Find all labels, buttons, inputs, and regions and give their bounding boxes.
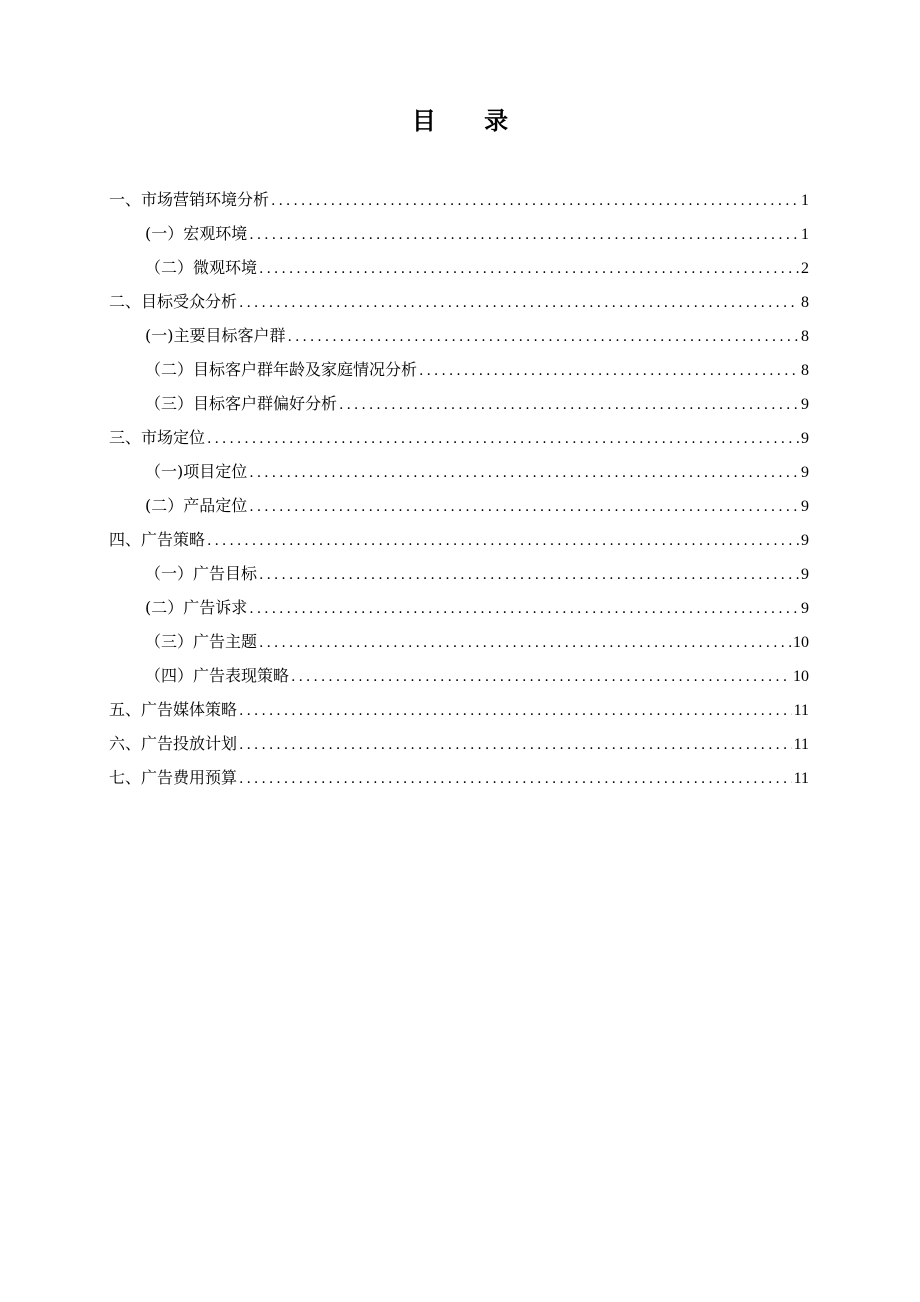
toc-entry-label: （一)项目定位 [145, 462, 248, 481]
toc-entry[interactable] [109, 285, 809, 319]
toc-entry-label: （二）微观环境 [145, 258, 258, 277]
toc-entry[interactable] [109, 761, 809, 795]
toc-dot-leader [239, 286, 799, 320]
toc-entry-label: (一）宏观环境 [145, 224, 248, 243]
toc-entry[interactable] [109, 353, 809, 387]
toc-entry[interactable] [109, 319, 809, 353]
toc-page-number: 9 [801, 498, 809, 515]
toc-dot-leader [291, 660, 791, 694]
toc-page-number: 2 [801, 260, 809, 277]
toc-dot-leader [249, 592, 799, 626]
toc-dot-leader [239, 762, 792, 796]
toc-entry[interactable] [109, 489, 809, 523]
toc-dot-leader [249, 456, 799, 490]
toc-entry[interactable] [109, 659, 809, 693]
toc-page-number: 9 [801, 396, 809, 413]
toc-page-number: 8 [801, 362, 809, 379]
toc-entry-label: (二）广告诉求 [145, 598, 248, 617]
toc-dot-leader [207, 524, 799, 558]
toc-entry-label: （三）广告主题 [145, 632, 258, 651]
toc-entry[interactable] [109, 693, 809, 727]
toc-page-number: 9 [801, 566, 809, 583]
toc-dot-leader [239, 694, 792, 728]
toc-entry[interactable] [109, 523, 809, 557]
toc-entry[interactable] [109, 421, 809, 455]
toc-page-number: 9 [801, 600, 809, 617]
toc-dot-leader [271, 184, 799, 218]
toc-list [109, 183, 809, 795]
toc-entry[interactable] [109, 387, 809, 421]
toc-page-number: 11 [793, 770, 809, 787]
toc-dot-leader [249, 490, 799, 524]
toc-page-number: 9 [801, 430, 809, 447]
toc-dot-leader [207, 422, 799, 456]
toc-entry-label: 一、市场营销环境分析 [109, 190, 270, 209]
toc-page-number: 11 [793, 736, 809, 753]
toc-entry-label: （四）广告表现策略 [145, 666, 290, 685]
toc-page-number: 9 [801, 464, 809, 481]
toc-entry-label: (一)主要目标客户群 [145, 326, 286, 345]
toc-dot-leader [288, 320, 800, 354]
toc-entry-label: （三）目标客户群偏好分析 [145, 394, 338, 413]
toc-page-number: 11 [793, 702, 809, 719]
toc-entry[interactable] [109, 251, 809, 285]
toc-dot-leader [259, 558, 799, 592]
toc-page-number: 1 [801, 192, 809, 209]
toc-entry-label: 三、市场定位 [109, 428, 206, 447]
toc-entry[interactable] [109, 625, 809, 659]
toc-page-number: 9 [801, 532, 809, 549]
toc-entry[interactable] [109, 557, 809, 591]
toc-page-number: 10 [793, 634, 809, 651]
toc-entry-label: (二）产品定位 [145, 496, 248, 515]
toc-page-number: 10 [793, 668, 809, 685]
toc-entry[interactable] [109, 591, 809, 625]
toc-entry-label: （一）广告目标 [145, 564, 258, 583]
toc-dot-leader [239, 728, 792, 762]
toc-dot-leader [339, 388, 799, 422]
toc-entry-label: 二、目标受众分析 [109, 292, 238, 311]
toc-entry-label: 四、广告策略 [109, 530, 206, 549]
toc-entry[interactable] [109, 455, 809, 489]
toc-page-number: 8 [801, 294, 809, 311]
toc-dot-leader [419, 354, 799, 388]
toc-title: 目 录 [411, 106, 529, 135]
toc-dot-leader [259, 252, 799, 286]
toc-entry-label: 五、广告媒体策略 [109, 700, 238, 719]
toc-entry[interactable] [109, 183, 809, 217]
toc-dot-leader [259, 626, 791, 660]
toc-entry-label: （二）目标客户群年龄及家庭情况分析 [145, 360, 418, 379]
toc-entry-label: 六、广告投放计划 [109, 734, 238, 753]
toc-entry-label: 七、广告费用预算 [109, 768, 238, 787]
toc-dot-leader [249, 218, 799, 252]
toc-page-number: 8 [801, 328, 809, 345]
toc-page-number: 1 [801, 226, 809, 243]
toc-entry[interactable] [109, 727, 809, 761]
toc-entry[interactable] [109, 217, 809, 251]
